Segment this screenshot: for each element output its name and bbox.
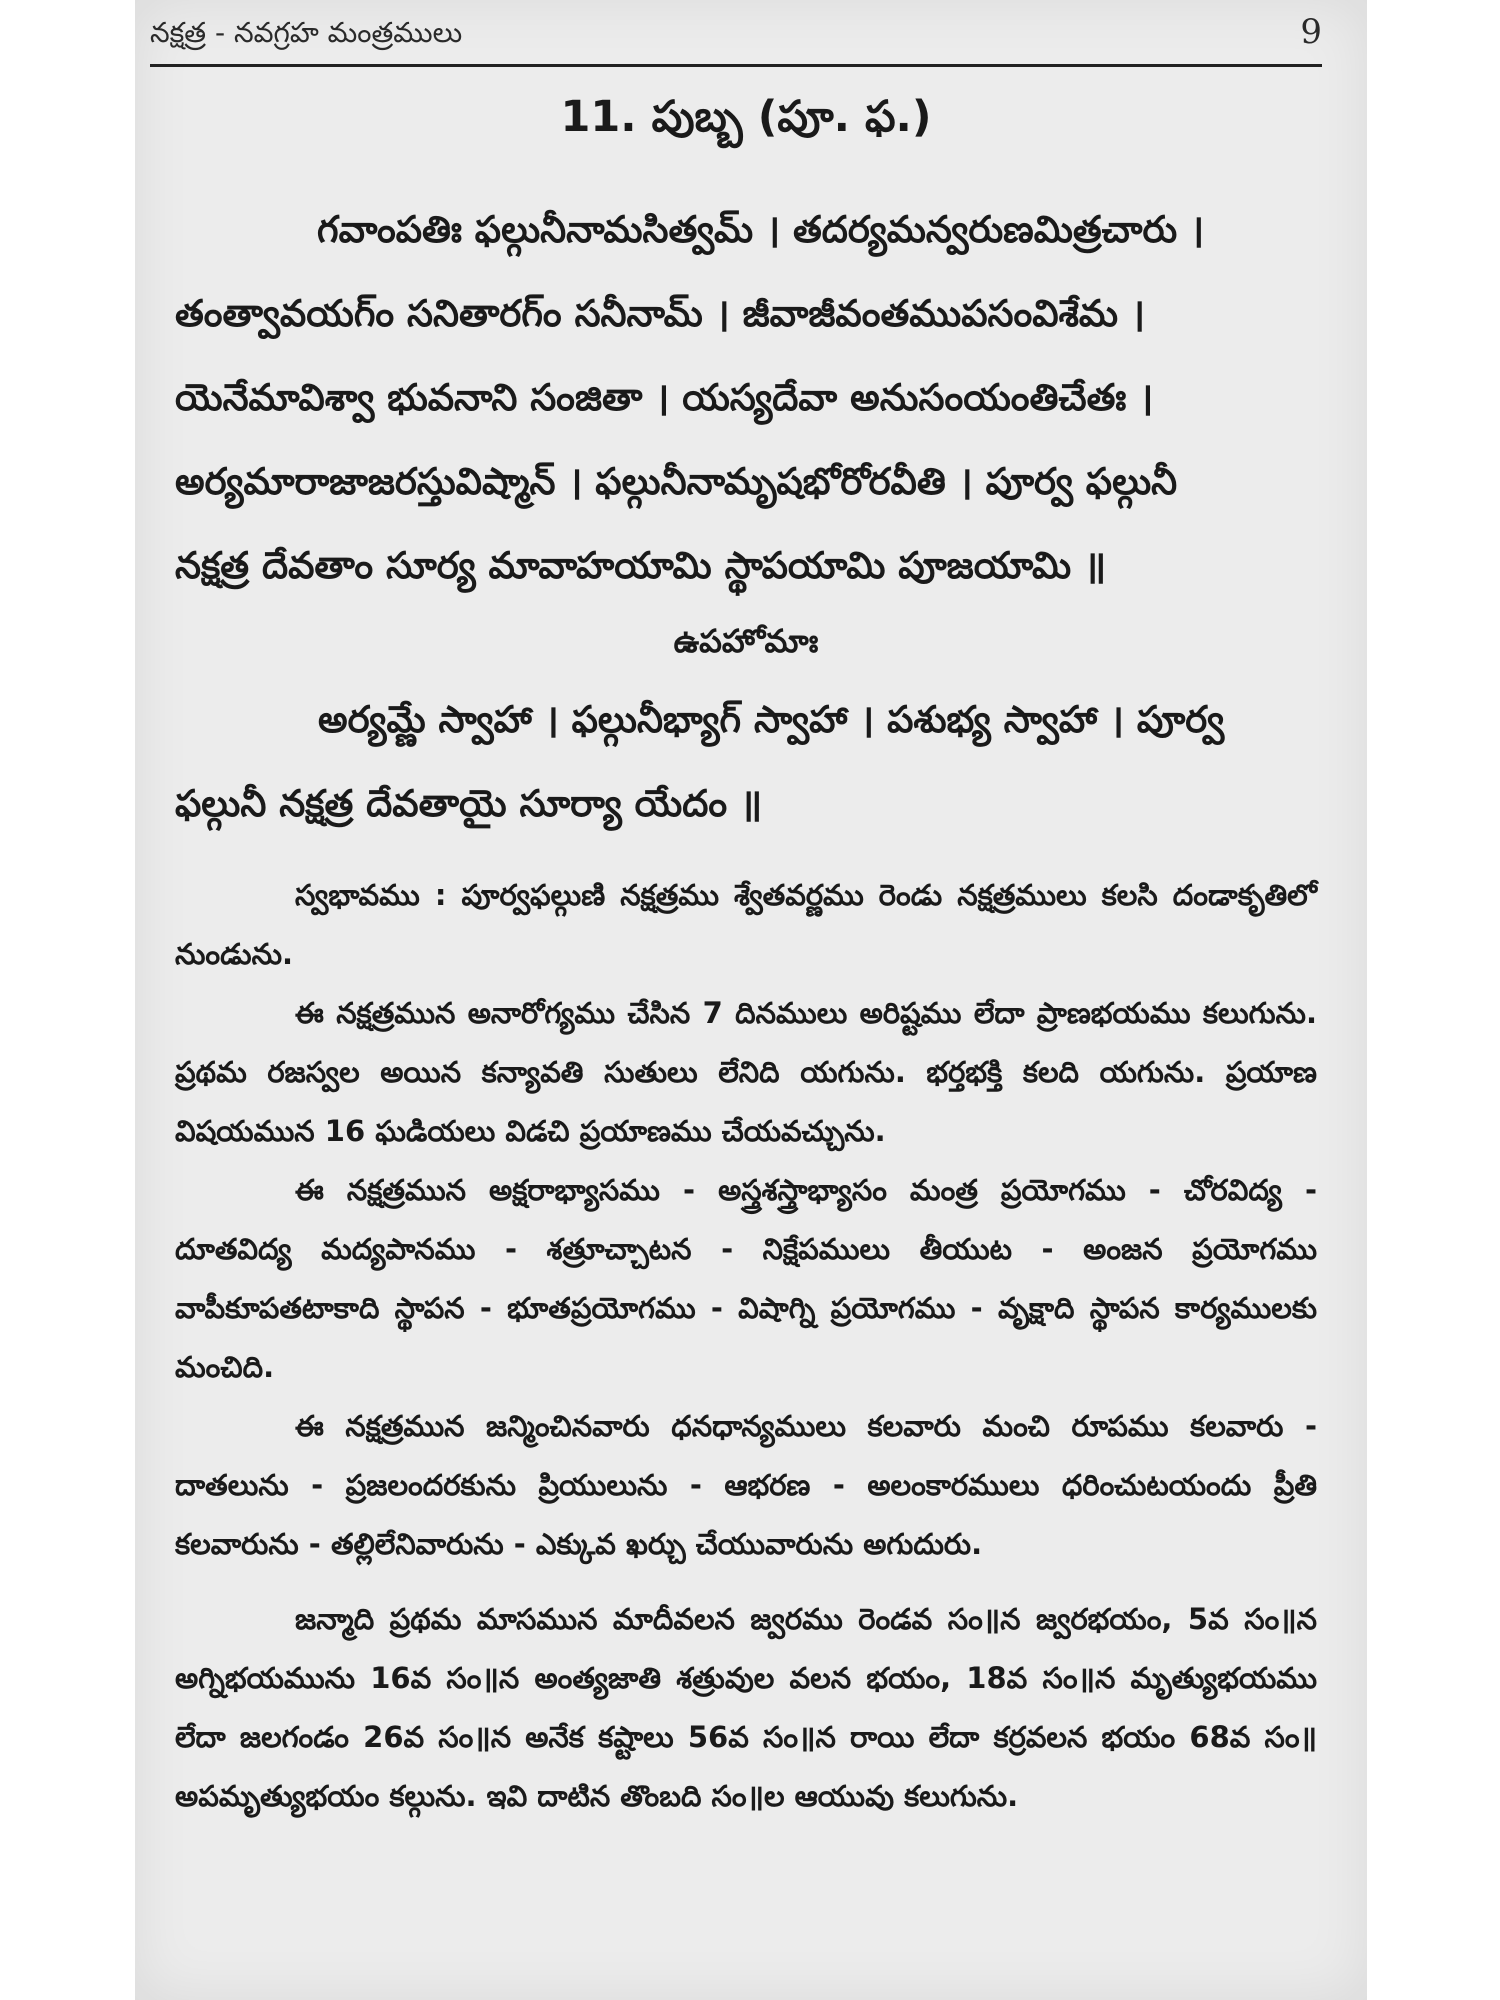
mantra-line: తంత్వావయగ్ం సనితారగ్ం సనీనామ్ । జీవాజీవంతముపసంవిశేమ । — [175, 292, 1145, 335]
mantra-line: యెనేమావిశ్వా భువనాని సంజితా । యస్యదేవా అనుసంయంతిచేతః । — [175, 376, 1154, 419]
paragraph-nature: స్వభావము : పూర్వఫల్గుణి నక్షత్రము శ్వేతవర్ణము రెండు నక్షత్రములు కలసి దండాకృతిలో నుండును. — [175, 878, 1317, 971]
paragraph-birth-traits: ఈ నక్షత్రమున జన్మించినవారు ధనధాన్యములు కలవారు మంచి రూపము కలవారు - దాతలును - ప్రజలందరకును ప్రియులును - ఆభరణ - అలంకారములు ధరించుటయందు ప్రీతి కలవారును - తల్లిలేనివారును - ఎక్కువ ఖర్చు చేయువారును అగుదురు. — [175, 1409, 1317, 1561]
upahoma-line: ఫల్గునీ నక్షత్ర దేవతాయై సూర్యా యేదం ॥ — [175, 782, 763, 825]
paragraph-illness: ఈ నక్షత్రమున అనారోగ్యము చేసిన 7 దినములు అరిష్టము లేదా ప్రాణభయము కలుగును. ప్రథమ రజస్వల అయిన కన్యావతి సుతులు లేనిది యగును. భర్తభక్తి కలది యగును. ప్రయాణ విషయమున 16 ఘడియలు విడచి ప్రయాణము చేయవచ్చును. — [175, 996, 1317, 1148]
upahoma-heading: ఉపహోమాః — [673, 622, 819, 660]
mantra-line: గవాంపతిః ఫల్గునీనామసిత్వమ్ । తదర్యమన్వరుణమిత్రచారు । — [317, 208, 1205, 251]
book-page — [135, 0, 1367, 2000]
page-header — [150, 14, 1322, 67]
mantra-line: అర్యమారాజాజరస్తువిష్మాన్ । ఫల్గునీనామృషభోరోరవీతి । పూర్వ ఫల్గునీ — [175, 460, 1178, 503]
page-body — [175, 92, 1317, 1826]
upahoma-line: అర్యమ్ణే స్వాహా । ఫల్గునీభ్యాగ్ స్వాహా । పశుభ్య స్వాహా । పూర్వ — [318, 698, 1225, 741]
paragraph-activities: ఈ నక్షత్రమున అక్షరాభ్యాసము - అస్త్రశస్త్రాభ్యాసం మంత్ర ప్రయోగము - చోరవిద్య - దూతవిద్య మద్యపానము - శత్రూచ్చాటన - నిక్షేపములు తీయుట - అంజన ప్రయోగము వాపీకూపతటాకాది స్థాపన - భూతప్రయోగము - విషాగ్ని ప్రయోగము - వృక్షాది స్థాపన కార్యములకు మంచిది. — [175, 1173, 1317, 1384]
mantra-line: నక్షత్ర దేవతాం సూర్య మావాహయామి స్థాపయామి పూజయామి ॥ — [175, 544, 1107, 587]
page-number: 9 — [1300, 12, 1322, 52]
section-title: 11. పుబ్బ (పూ. ఫ.) — [560, 92, 932, 142]
paragraph-life-events: జన్మాది ప్రథమ మాసమున మాదీవలన జ్వరము రెండవ సం॥న జ్వరభయం, 5వ సం॥న అగ్నిభయమును 16వ సం॥న అంత్యజాతి శత్రువుల వలన భయం, 18వ సం॥న మృత్యుభయము లేదా జలగండం 26వ సం॥న అనేక కష్టాలు 56వ సం॥న రాయి లేదా కర్రవలన భయం 68వ సం॥ అపమృత్యుభయం కల్గును. ఇవి దాటిన తొంబది సం॥ల ఆయువు కలుగును. — [175, 1602, 1317, 1813]
running-head: నక్షత్ర - నవగ్రహ మంత్రములు — [150, 16, 463, 49]
